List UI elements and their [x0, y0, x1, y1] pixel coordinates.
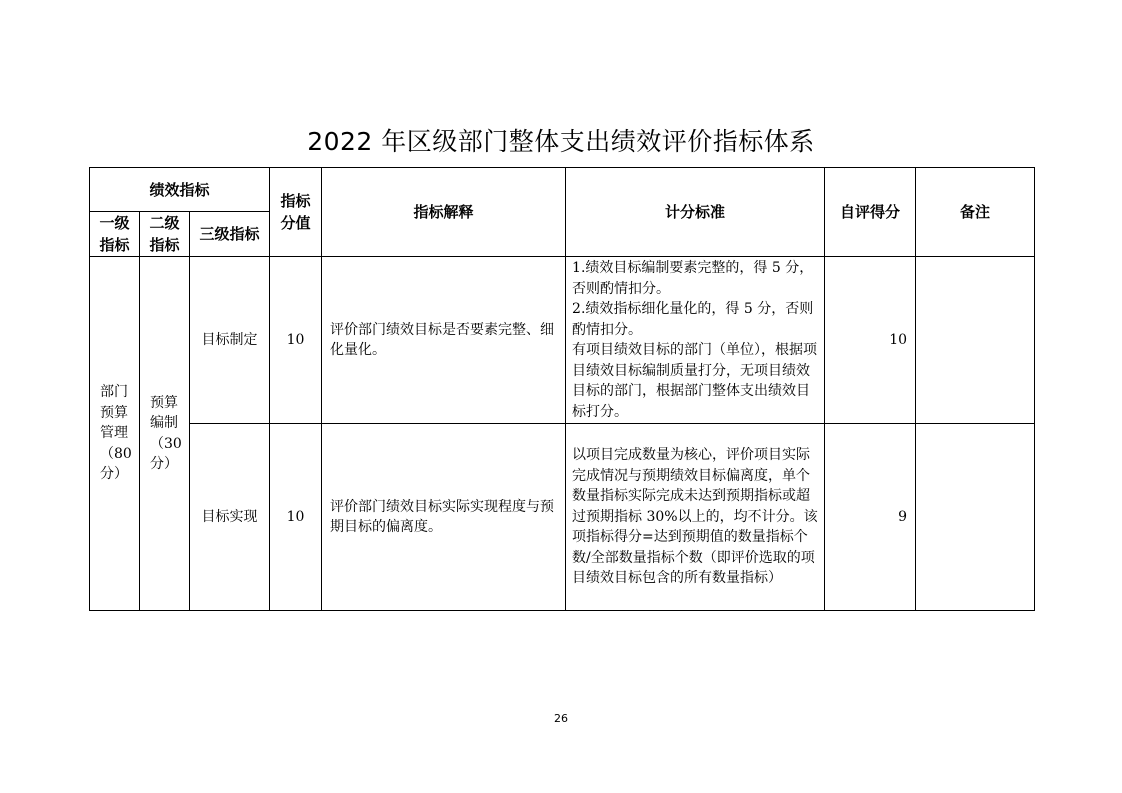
- header-level2: [140, 212, 190, 257]
- header-performance-indicators: 绩效指标: [90, 168, 270, 212]
- level1-text: 部门预算管理（80分）: [100, 384, 132, 483]
- criteria-cell: [566, 257, 825, 424]
- self-score-cell: 9: [825, 424, 916, 611]
- table-row: [90, 257, 1035, 424]
- page-title: 2022 年区级部门整体支出绩效评价指标体系: [307, 127, 815, 156]
- header-weight: [270, 168, 322, 257]
- page-number: 26: [554, 712, 568, 725]
- criteria-line: 1.绩效目标编制要素完整的，得 5 分，否则酌情扣分。: [572, 260, 814, 297]
- level2-text: 预算编制（30分）: [150, 394, 182, 472]
- header-self-score: 自评得分: [825, 168, 916, 257]
- table-row: [90, 424, 1035, 611]
- header-weight-text: 指标分值: [280, 192, 311, 232]
- indicator-table: [89, 167, 1035, 611]
- header-remarks: 备注: [916, 168, 1035, 257]
- explanation-cell: 评价部门绩效目标实际实现程度与预期目标的偏离度。: [322, 424, 566, 611]
- header-level1: [90, 212, 140, 257]
- criteria-line: 以项目完成数量为核心，评价项目实际完成情况与预期绩效目标偏离度，单个数量指标实际完成未达到预期指标或超过预期指标 30%以上的，均不计分。该项指标得分=达到预期值的数量指标个数/全部数量指标个数（即评价选取的项目绩效目标包含的所有数量指标）: [572, 447, 818, 587]
- self-score-cell: 10: [825, 257, 916, 424]
- criteria-line: 有项目绩效目标的部门（单位），根据项目绩效目标编制质量打分，无项目绩效目标的部门，根据部门整体支出绩效目标打分。: [572, 342, 818, 420]
- level3-cell: 目标实现: [190, 424, 270, 611]
- weight-cell: 10: [270, 257, 322, 424]
- level1-cell: [90, 257, 140, 611]
- header-level1-text: 一级指标: [99, 214, 130, 254]
- level2-cell: [140, 257, 190, 611]
- criteria-cell: [566, 424, 825, 611]
- explanation-cell: 评价部门绩效目标是否要素完整、细化量化。: [322, 257, 566, 424]
- header-level3: 三级指标: [190, 212, 270, 257]
- header-criteria: 计分标准: [566, 168, 825, 257]
- weight-cell: 10: [270, 424, 322, 611]
- level3-cell: 目标制定: [190, 257, 270, 424]
- criteria-line: 2.绩效指标细化量化的，得 5 分，否则酌情扣分。: [572, 301, 814, 338]
- header-explanation: 指标解释: [322, 168, 566, 257]
- header-level2-text: 二级指标: [149, 214, 180, 254]
- remarks-cell: [916, 257, 1035, 424]
- header-row-1: [90, 168, 1035, 212]
- remarks-cell: [916, 424, 1035, 611]
